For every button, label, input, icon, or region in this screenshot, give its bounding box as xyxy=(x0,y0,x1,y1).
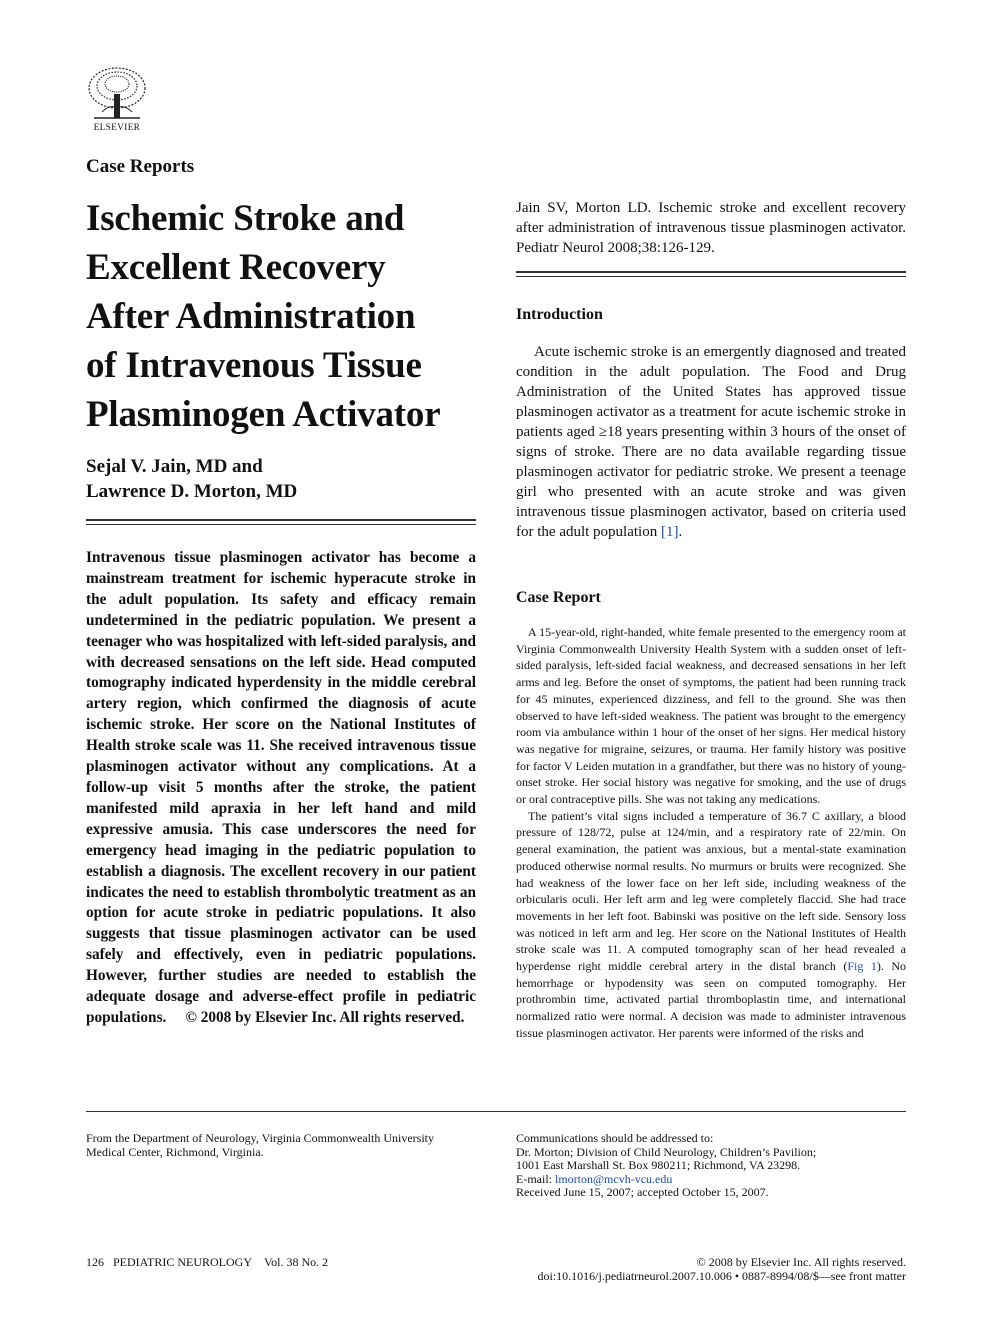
case-p2-start: The patient’s vital signs included a temperature of 36.7 C axillary, a blood pressure of 128/72, pulse at 124/min, and a respiratory rate of 22/min. On general examination, the patient was anxious, but a mental-state examination produced otherwise normal results. No murmurs or bruits were recognized. She had weakness of the lower face on her left side, including weakness of the orbicularis oculi. Her left arm and leg were completely flaccid. She had trace movements in her left foot. Babinski was positive on the left side. Sensory loss was noticed in left arm and leg. Her score on the National Institutes of Health stroke scale was 11. A computed tomography scan of her head revealed a hyperdense right middle cerebral artery in the distal branch ( xyxy=(516,808,906,974)
title-line: Ischemic Stroke and xyxy=(86,198,405,239)
received-date: Received June 15, 2007; accepted October 15, 2007. xyxy=(516,1185,769,1199)
title-line: of Intravenous Tissue xyxy=(86,345,422,386)
elsevier-logo xyxy=(84,64,150,134)
abstract-copyright: © 2008 by Elsevier Inc. All rights reserved. xyxy=(185,1008,465,1026)
elsevier-wordmark: ELSEVIER xyxy=(93,122,141,132)
footnote-divider xyxy=(86,1111,906,1112)
correspondence-line: Communications should be addressed to: xyxy=(516,1131,714,1145)
page-footer-right xyxy=(538,1255,906,1283)
journal-name: PEDIATRIC NEUROLOGY xyxy=(113,1255,252,1269)
reference-link[interactable]: [1] xyxy=(660,524,679,540)
case-p2-end: ). No hemorrhage or hypodensity was seen on computed tomography. Her prothrombin time, activated partial thromboplastin time, and international normalized ratio were normal. A decision was made to administer intravenous tissue plasminogen activator. Her parents were informed of the risks and xyxy=(516,959,906,1040)
citation-divider xyxy=(516,271,906,273)
case-report-text xyxy=(516,624,906,1042)
author-line: Sejal V. Jain, MD and xyxy=(86,456,263,477)
title-divider xyxy=(86,519,476,521)
page-number: 126 xyxy=(86,1255,104,1269)
correspondence xyxy=(516,1132,906,1200)
intro-body: Acute ischemic stroke is an emergently diagnosed and treated condition in the adult population. The Food and Drug Administration of the United States has approved tissue plasminogen activator as a treatment for acute ischemic stroke in patients aged ≥18 years presenting within 3 hours of the onset of signs of stroke. There are no data available regarding tissue plasminogen activator for pediatric stroke. We present a teenage girl who presented with an acute stroke and was given intravenous tissue plasminogen activator, based on criteria used for the adult population xyxy=(516,344,906,540)
email-link[interactable]: lmorton@mcvh-vcu.edu xyxy=(555,1171,673,1186)
author-line: Lawrence D. Morton, MD xyxy=(86,481,298,502)
correspondence-email-line xyxy=(516,1173,906,1187)
article-title xyxy=(86,194,481,439)
abstract-body: Intravenous tissue plasminogen activator has become a mainstream treatment for ischemic hyperacute stroke in the adult population. Its safety and efficacy remain undetermined in the pediatric population. We present a teenager who was hospitalized with left-sided paralysis, and with decreased sensations on the left side. Head computed tomography indicated hyperdensity in the middle cerebral artery region, which confirmed the diagnosis of acute ischemic stroke. Her score on the National Institutes of Health stroke scale was 11. She received intravenous tissue plasminogen activator without any complications. At a follow-up visit 5 months after the stroke, the patient manifested mild apraxia in her left hand and mild expressive amusia. This case underscores the need for emergency head imaging in the pediatric population to establish a diagnosis. The excellent recovery in our patient indicates the need to establish thrombolytic treatment as an option for acute stroke in pediatric populations. It also suggests that tissue plasminogen activator can be used safely and effectively, even in pediatric populations. However, further studies are needed to establish the adequate dosage and adverse-effect profile in pediatric populations. xyxy=(86,549,476,1026)
email-label: E-mail: xyxy=(516,1171,555,1186)
footer-copyright: © 2008 by Elsevier Inc. All rights reserved. xyxy=(696,1255,906,1269)
title-line: Plasminogen Activator xyxy=(86,394,441,435)
correspondence-line: Dr. Morton; Division of Child Neurology, Children’s Pavilion; xyxy=(516,1144,817,1159)
section-label: Case Reports xyxy=(86,156,195,177)
citation: Jain SV, Morton LD. Ischemic stroke and excellent recovery after administration of intravenous tissue plasminogen activator. Pediatr Neurol 2008;38:126-129. xyxy=(516,200,906,256)
figure-link[interactable]: Fig 1 xyxy=(847,959,877,974)
abstract xyxy=(86,548,476,1029)
case-report-heading: Case Report xyxy=(516,589,601,606)
introduction-heading: Introduction xyxy=(516,306,603,323)
elsevier-tree-icon xyxy=(84,64,150,122)
journal-volume: Vol. 38 No. 2 xyxy=(264,1255,329,1269)
case-paragraph-1: A 15-year-old, right-handed, white female presented to the emergency room at Virginia Commonwealth University Health System with a sudden onset of left-sided paralysis, left-sided facial weakness, and decreased sensations in her left arms and leg. Before the onset of symptoms, the patient had been running track for 45 minutes, experienced dizziness, and fell to the ground. She was then observed to have left-sided weakness. The patient was brought to the emergency room via ambulance within 1 hour of the onset of her signs. Her medical history was negative for migraine, seizures, or trauma. Her family history was positive for factor V Leiden mutation in a grandfather, but there was no history of young-onset stroke. Her social history was negative for smoking, and the use of drugs or oral contraceptive pills. She was not taking any medications. xyxy=(516,625,906,807)
title-line: Excellent Recovery xyxy=(86,247,386,288)
author-list xyxy=(86,454,297,504)
correspondence-line: 1001 East Marshall St. Box 980211; Richmond, VA 23298. xyxy=(516,1158,801,1172)
page-footer-left xyxy=(86,1255,328,1270)
footer-doi: doi:10.1016/j.pediatrneurol.2007.10.006 • 0887-8994/08/$—see front matter xyxy=(537,1269,906,1283)
intro-period: . xyxy=(678,524,683,540)
title-line: After Administration xyxy=(86,296,416,337)
affiliation: From the Department of Neurology, Virginia Commonwealth University Medical Center, Richmond, Virginia. xyxy=(86,1131,434,1159)
case-paragraph-2 xyxy=(516,808,906,1042)
introduction-text xyxy=(516,342,906,542)
